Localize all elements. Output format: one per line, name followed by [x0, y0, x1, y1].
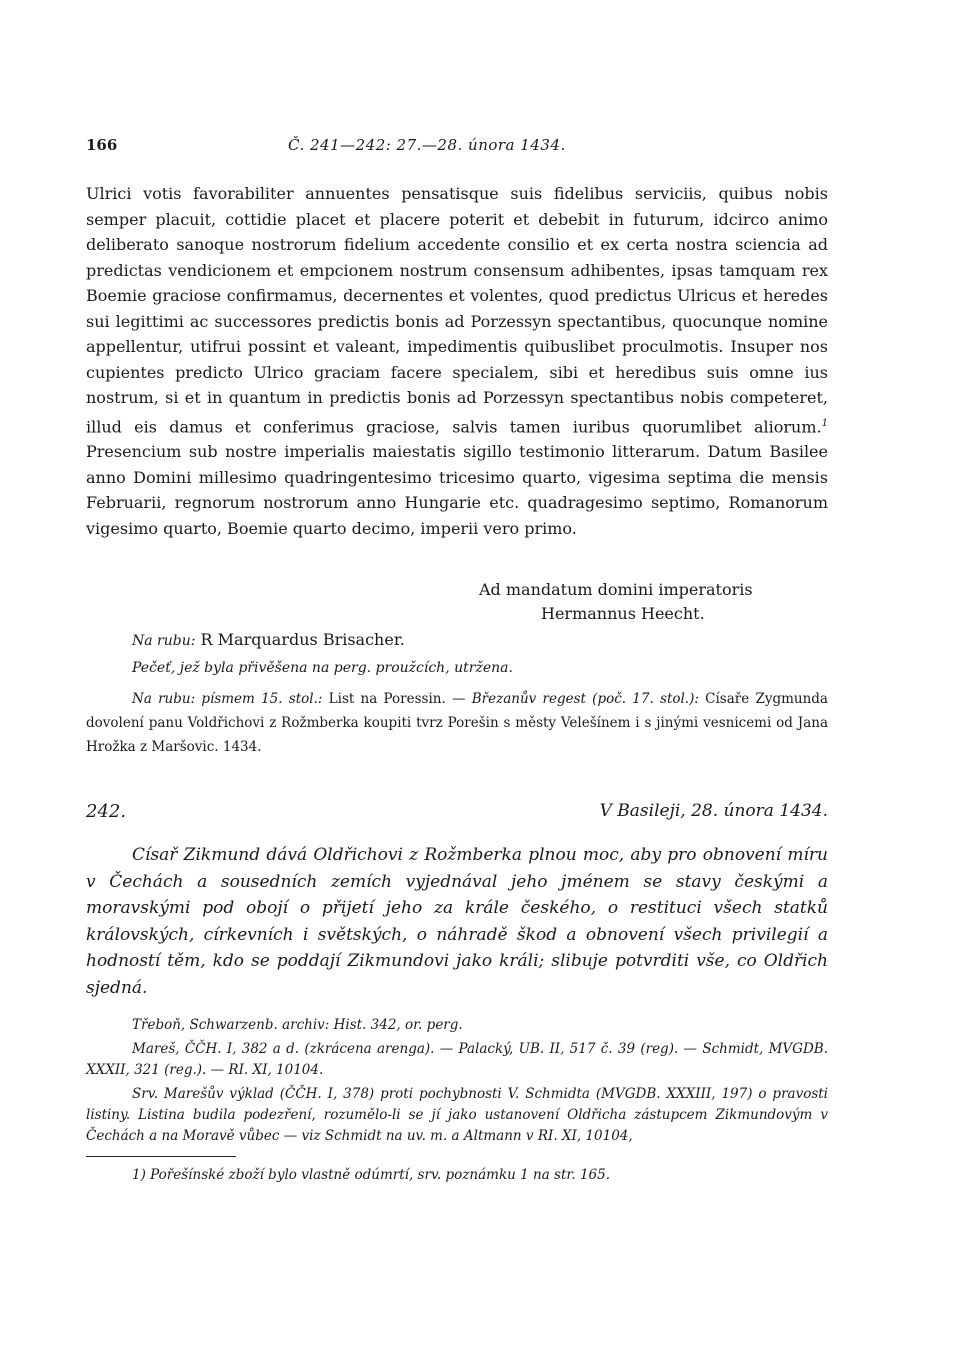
seal-note: Pečeť, jež byla přivěšena na perg. proužcích, utržena.: [132, 660, 513, 676]
note-archive: Třeboň, Schwarzenb. archiv: Hist. 342, or. perg.: [132, 1017, 463, 1033]
footnote: 1) Pořešínské zboží bylo vlastně odúmrtí, srv. poznámku 1 na str. 165.: [132, 1167, 611, 1183]
regest: Císař Zikmund dává Oldřichovi z Rožmberka plnou moc, aby pro obnovení míru v Čechách a sousedních zemích vyjednával jeho jménem se stavy českými a moravskými pod obojí o přijetí jeho za krále českého, o restituci všech statků královských, církevních i světských, o náhradě škod a obnovení všech privilegií a hodností těm, kdo se poddají Zikmundovi jako králi; slibuje potvrditi vše, co Oldřich sjedná.: [86, 845, 828, 998]
dorsal-note-1: [132, 630, 405, 649]
note-editions: Mareš, ČČH. I, 382 a d. (zkrácena arenga). — Palacký, UB. II, 517 č. 39 (reg). — Schmidt, MVGDB. XXXII, 321 (reg.). — RI. XI, 10104.: [86, 1041, 828, 1078]
dorsal-note-2-label: Na rubu: písmem 15. stol.:: [132, 691, 323, 707]
signature-line-1: Ad mandatum domini imperatoris: [479, 580, 753, 599]
footnote-marker: 1: [821, 417, 828, 429]
note-compare: Srv. Marešův výklad (ČČH. I, 378) proti pochybnosti V. Schmidta (MVGDB. XXXIII, 197) o pravosti listiny. Listina budila podezření, rozumělo-li se jí jako ustanovení Oldřicha zástupcem Zikmundovým v Čechách a na Moravě vůbec — viz Schmidt na uv. m. a Altmann v RI. XI, 10104,: [86, 1086, 828, 1144]
document-page: [86, 0, 828, 1371]
signature-line-2: Hermannus Heecht.: [541, 604, 705, 623]
dorsal-note-2: [86, 687, 828, 759]
running-title: Č. 241—242: 27.—28. února 1434.: [288, 136, 566, 154]
charter-text-part-1: Ulrici votis favorabiliter annuentes pensatisque suis fidelibus serviciis, quibus nobis semper placuit, cottidie placet et placere poterit et debebit in futurum, idcirco animo deliberato sanoque nostrorum fidelium accedente consilio et ex certa nostra sciencia ad predictas vendicionem et empcionem nostrum consensum adhibentes, ipsas tamquam rex Boemie graciose confirmamus, decernentes et volentes, quod predictus Ulricus et heredes sui legittimi ac successores predictis bonis ad Porzessyn spectantibus, quocunque nomine appellentur, utifrui possint et valeant, impedimentis quibuslibet proculmotis. Insuper nos cupientes predicto Ulrico graciam facere specialem, sibi et heredibus suis omne ius nostrum, si et in quantum in predictis bonis ad Porzessyn spectantibus nobis competeret, illud eis damus et conferimus graciose, salvis tamen iuribus quorumlibet aliorum.: [86, 184, 828, 436]
chancery-signature: [479, 578, 828, 626]
running-head: [86, 136, 828, 158]
dorsal-note-1-text: R Marquardus Brisacher.: [195, 630, 405, 649]
charter-text: [86, 181, 828, 541]
page-number: 166: [86, 136, 118, 154]
dorsal-note-1-label: Na rubu:: [132, 633, 196, 649]
document-number: 242.: [86, 801, 127, 822]
dorsal-note-2-text-2: Císaře Zygmunda dovolení panu Voldřichovi z Rožmberka koupiti tvrz Porešin s městy Velešínem i s jinými vesnicemi od Jana Hrožka z Maršovic. 1434.: [86, 691, 828, 755]
document-place-date: V Basileji, 28. února 1434.: [599, 801, 828, 821]
source-notes: [86, 1015, 828, 1150]
charter-text-part-2: Presencium sub nostre imperialis maiestatis sigillo testimonio litterarum. Datum Basilee anno Domini millesimo quadringentesimo tricesimo quarto, vigesima septima die mensis Februarii, regnorum nostrorum anno Hungarie etc. quadragesimo septimo, Romanorum vigesimo quarto, Boemie quarto decimo, imperii vero primo.: [86, 442, 828, 538]
dorsal-note-2-ref: Březanův regest (poč. 17. stol.):: [471, 691, 699, 707]
footnote-divider: [86, 1156, 236, 1157]
dorsal-note-2-text-1: List na Poressin. —: [322, 691, 472, 707]
